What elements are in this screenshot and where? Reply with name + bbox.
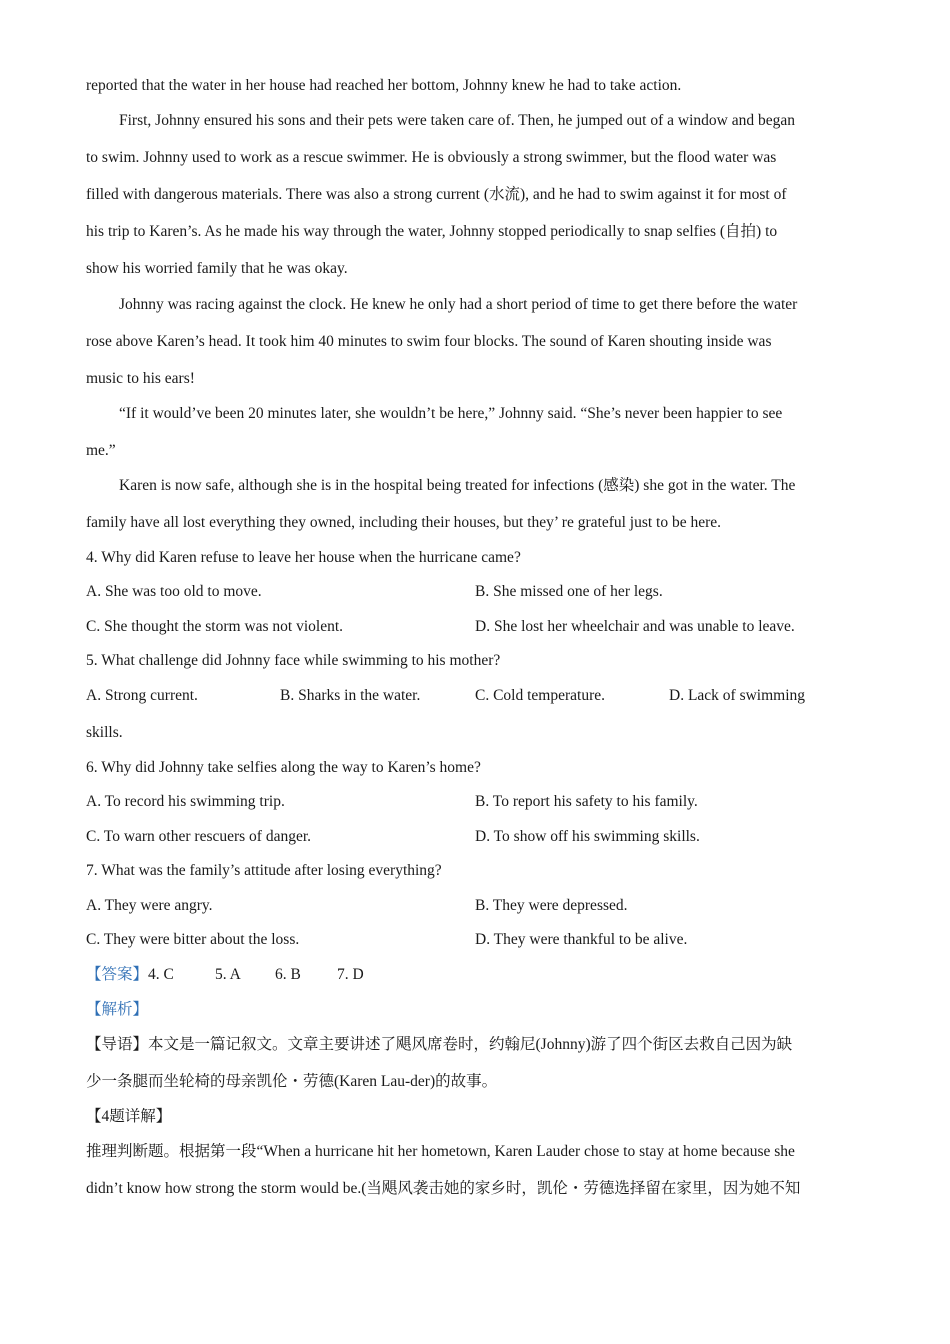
option-d: D. They were thankful to be alive. [475,931,688,948]
passage-line: music to his ears! [86,370,195,387]
answer-q5: 5. A [215,966,241,983]
question-stem: 7. What was the family’s attitude after losing everything? [86,862,442,879]
answer-q4: 4. C [148,966,174,983]
option-b: B. She missed one of her legs. [475,583,663,600]
option-a: A. They were angry. [86,897,213,914]
intro-line: 少一条腿而坐轮椅的母亲凯伦・劳德(Karen Lau-der)的故事。 [86,1073,498,1090]
passage-line: Johnny was racing against the clock. He knew he only had a short period of time to get there before the water [119,296,798,313]
q4-detail-label: 【4题详解】 [86,1108,172,1125]
passage-line: his trip to Karen’s. As he made his way through the water, Johnny stopped periodically to snap selfies (自拍) to [86,223,778,240]
answer-label: 【答案】 [86,966,149,983]
question-stem: 4. Why did Karen refuse to leave her house when the hurricane came? [86,549,521,566]
option-d: D. To show off his swimming skills. [475,828,700,845]
option-b: B. They were depressed. [475,897,628,914]
answer-q6: 6. B [275,966,301,983]
answer-q7: 7. D [337,966,364,983]
option-a: A. Strong current. [86,687,198,704]
option-b: B. Sharks in the water. [280,687,421,704]
option-c: C. They were bitter about the loss. [86,931,300,948]
passage-line: “If it would’ve been 20 minutes later, she wouldn’t be here,” Johnny said. “She’s never been happier to see [119,405,783,422]
passage-line: filled with dangerous materials. There was also a strong current (水流), and he had to swim against it for most of [86,186,787,203]
option-d: D. Lack of swimming [669,687,806,704]
passage-line: Karen is now safe, although she is in the hospital being treated for infections (感染) she got in the water. The [119,477,796,494]
passage-line: me.” [86,442,116,459]
question-stem: 5. What challenge did Johnny face while swimming to his mother? [86,652,501,669]
analysis-label: 【解析】 [86,1001,149,1018]
answer-block [86,965,174,985]
option-c: C. Cold temperature. [475,687,605,704]
intro-label: 【导语】 [86,1036,149,1053]
option-a: A. To record his swimming trip. [86,793,285,810]
option-c: C. She thought the storm was not violent. [86,618,344,635]
option-a: A. She was too old to move. [86,583,262,600]
q4-detail-line: didn’t know how strong the storm would be.(当飓风袭击她的家乡时，凯伦・劳德选择留在家里，因为她不知 [86,1180,801,1197]
passage-line: show his worried family that he was okay. [86,260,348,277]
q4-detail-line: 推理判断题。根据第一段“When a hurricane hit her hometown, Karen Lauder chose to stay at home because she [86,1143,795,1160]
passage-line: family have all lost everything they owned, including their houses, but they’ re grateful just to be here. [86,514,722,531]
passage-line: rose above Karen’s head. It took him 40 minutes to swim four blocks. The sound of Karen shouting inside was [86,333,772,350]
passage-line: First, Johnny ensured his sons and their pets were taken care of. Then, he jumped out of a window and began [119,112,795,129]
intro-line [86,1035,792,1055]
intro-text: 本文是一篇记叙文。文章主要讲述了飓风席卷时，约翰尼(Johnny)游了四个街区去救自己因为缺 [148,1036,793,1053]
option-d-continued: skills. [86,724,123,741]
passage-line: reported that the water in her house had reached her bottom, Johnny knew he had to take action. [86,77,682,94]
option-d: D. She lost her wheelchair and was unable to leave. [475,618,795,635]
passage-line: to swim. Johnny used to work as a rescue swimmer. He is obviously a strong swimmer, but the flood water was [86,149,777,166]
option-b: B. To report his safety to his family. [475,793,698,810]
question-stem: 6. Why did Johnny take selfies along the way to Karen’s home? [86,759,481,776]
option-c: C. To warn other rescuers of danger. [86,828,312,845]
